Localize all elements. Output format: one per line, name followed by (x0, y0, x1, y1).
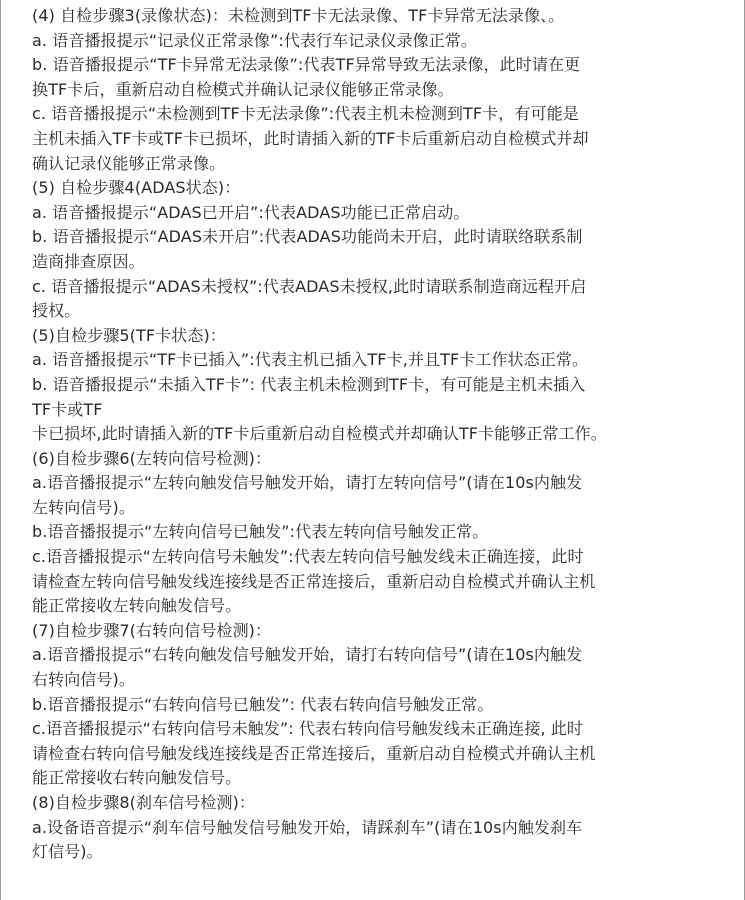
text-line: (5)自检步骤5(TF卡状态)： (32, 325, 226, 345)
text-line: a.语音播报提示“左转向触发信号触发开始，请打左转向信号”(请在10s内触发 (32, 473, 583, 493)
text-line: (6)自检步骤6(左转向信号检测)： (32, 448, 272, 468)
text-line: 授权。 (32, 301, 81, 321)
text-line: (7)自检步骤7(右转向信号检测)： (32, 620, 272, 640)
text-line: c. 语音播报提示“ADAS未授权”:代表ADAS未授权,此时请联系制造商远程开启 (32, 276, 587, 296)
text-line: (5) 自检步骤4(ADAS状态)： (32, 178, 241, 198)
text-line: 卡已损坏,此时请插入新的TF卡后重新启动自检模式并却确认TF卡能够正常工作。 (32, 424, 607, 444)
text-line: 请检查左转向信号触发线连接线是否正常连接后，重新启动自检模式并确认主机 (32, 571, 596, 591)
text-line: a. 语音播报提示“ADAS已开启”:代表ADAS功能已正常启动。 (32, 202, 470, 222)
text-line: 主机未插入TF卡或TF卡已损坏，此时请插入新的TF卡后重新启动自检模式并却 (32, 128, 589, 148)
text-line: (8)自检步骤8(刹车信号检测)： (32, 793, 256, 812)
text-line: 左转向信号)。 (32, 497, 135, 517)
text-line: 造商排查原因。 (32, 251, 145, 271)
text-line: b.语音播报提示“左转向信号已触发”:代表左转向信号触发正常。 (32, 522, 489, 542)
text-line: 右转向信号)。 (32, 670, 135, 690)
text-line: a.设备语音提示“刹车信号触发信号触发开始，请踩刹车”(请在10s内触发刹车 (32, 817, 583, 837)
text-line: b. 语音播报提示“ADAS未开启”:代表ADAS功能尚未开启，此时请联络联系制 (32, 227, 583, 247)
text-line: 确认记录仪能够正常录像。 (32, 153, 226, 173)
text-line: b. 语音播报提示“未插入TF卡”: 代表主机未检测到TF卡，有可能是主机未插入 (32, 374, 586, 394)
text-line: 换TF卡后，重新启动自检模式并确认记录仪能够正常录像。 (32, 79, 454, 99)
text-line: TF卡或TF (32, 399, 103, 419)
text-line: c.语音播报提示“右转向信号未触发”: 代表右转向信号触发线未正确连接, 此时 (32, 719, 584, 739)
text-line: b. 语音播报提示“TF卡异常无法录像”:代表TF异常导致无法录像，此时请在更 (32, 55, 581, 75)
text-line: 能正常接收左转向触发信号。 (32, 596, 242, 616)
text-line: c. 语音播报提示“未检测到TF卡无法录像”:代表主机未检测到TF卡，有可能是 (32, 104, 579, 124)
text-line: c.语音播报提示“左转向信号未触发”:代表左转向信号触发线未正确连接，此时 (32, 547, 584, 567)
text-line: a. 语音播报提示“TF卡已插入”:代表主机已插入TF卡,并且TF卡工作状态正常。 (32, 350, 589, 370)
text-line: 能正常接收右转向触发信号。 (32, 768, 242, 788)
text-line: 灯信号)。 (32, 842, 103, 862)
text-line: (4) 自检步骤3(录像状态)：未检测到TF卡无法录像、TF卡异常无法录像、。 (32, 6, 565, 25)
text-line: a.语音播报提示“右转向触发信号触发开始，请打右转向信号”(请在10s内触发 (32, 645, 583, 665)
text-line: a. 语音播报提示“记录仪正常录像”:代表行车记录仪录像正常。 (32, 30, 478, 50)
text-line: b.语音播报提示“右转向信号已触发”: 代表右转向信号触发正常。 (32, 694, 494, 714)
text-line: 请检查右转向信号触发线连接线是否正常连接后，重新启动自检模式并确认主机 (32, 743, 596, 763)
